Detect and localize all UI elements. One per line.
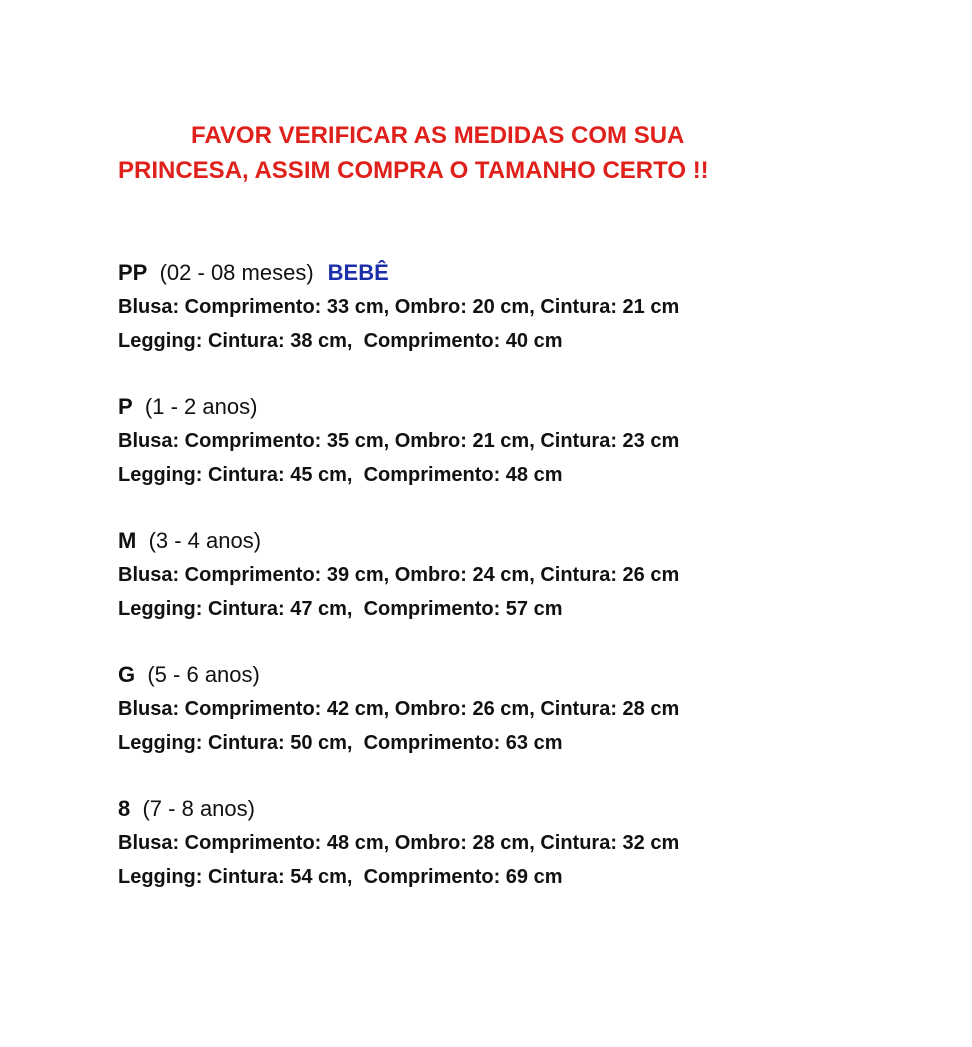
blusa-measurements: Blusa: Comprimento: 33 cm, Ombro: 20 cm, Cintura: 21 cm	[118, 296, 680, 318]
blusa-measurements: Blusa: Comprimento: 42 cm, Ombro: 26 cm, Cintura: 28 cm	[118, 698, 680, 720]
legging-measurements: Legging: Cintura: 45 cm, Comprimento: 48 cm	[118, 464, 563, 486]
notice-heading	[118, 118, 818, 188]
size-heading	[118, 524, 918, 558]
size-code: G	[118, 662, 136, 687]
size-block-g	[118, 658, 918, 760]
size-heading	[118, 792, 918, 826]
legging-measurements: Legging: Cintura: 47 cm, Comprimento: 57 cm	[118, 598, 563, 620]
size-heading	[118, 390, 918, 424]
size-list	[118, 256, 918, 926]
size-code: M	[118, 528, 137, 553]
legging-measurements: Legging: Cintura: 50 cm, Comprimento: 63 cm	[118, 732, 563, 754]
size-heading	[118, 658, 918, 692]
notice-line-2: PRINCESA, ASSIM COMPRA O TAMANHO CERTO !!	[118, 157, 709, 184]
blusa-measurements: Blusa: Comprimento: 39 cm, Ombro: 24 cm, Cintura: 26 cm	[118, 564, 680, 586]
size-code: 8	[118, 796, 131, 821]
legging-measurements: Legging: Cintura: 54 cm, Comprimento: 69 cm	[118, 866, 563, 888]
size-age-range: (5 - 6 anos)	[147, 662, 260, 687]
size-block-m	[118, 524, 918, 626]
size-code: PP	[118, 260, 148, 285]
size-age-range: (7 - 8 anos)	[142, 796, 255, 821]
legging-measurements: Legging: Cintura: 38 cm, Comprimento: 40 cm	[118, 330, 563, 352]
size-heading	[118, 256, 918, 290]
size-age-range: (3 - 4 anos)	[148, 528, 262, 553]
size-age-range: (02 - 08 meses)	[159, 260, 314, 285]
blusa-measurements: Blusa: Comprimento: 48 cm, Ombro: 28 cm, Cintura: 32 cm	[118, 832, 680, 854]
size-block-8	[118, 792, 918, 894]
size-age-range: (1 - 2 anos)	[144, 394, 258, 419]
blusa-measurements: Blusa: Comprimento: 35 cm, Ombro: 21 cm, Cintura: 23 cm	[118, 430, 680, 452]
notice-line-1: FAVOR VERIFICAR AS MEDIDAS COM SUA	[191, 122, 685, 149]
size-tag: BEBÊ	[327, 260, 389, 285]
size-block-p	[118, 390, 918, 492]
size-block-pp	[118, 256, 918, 358]
size-code: P	[118, 394, 133, 419]
